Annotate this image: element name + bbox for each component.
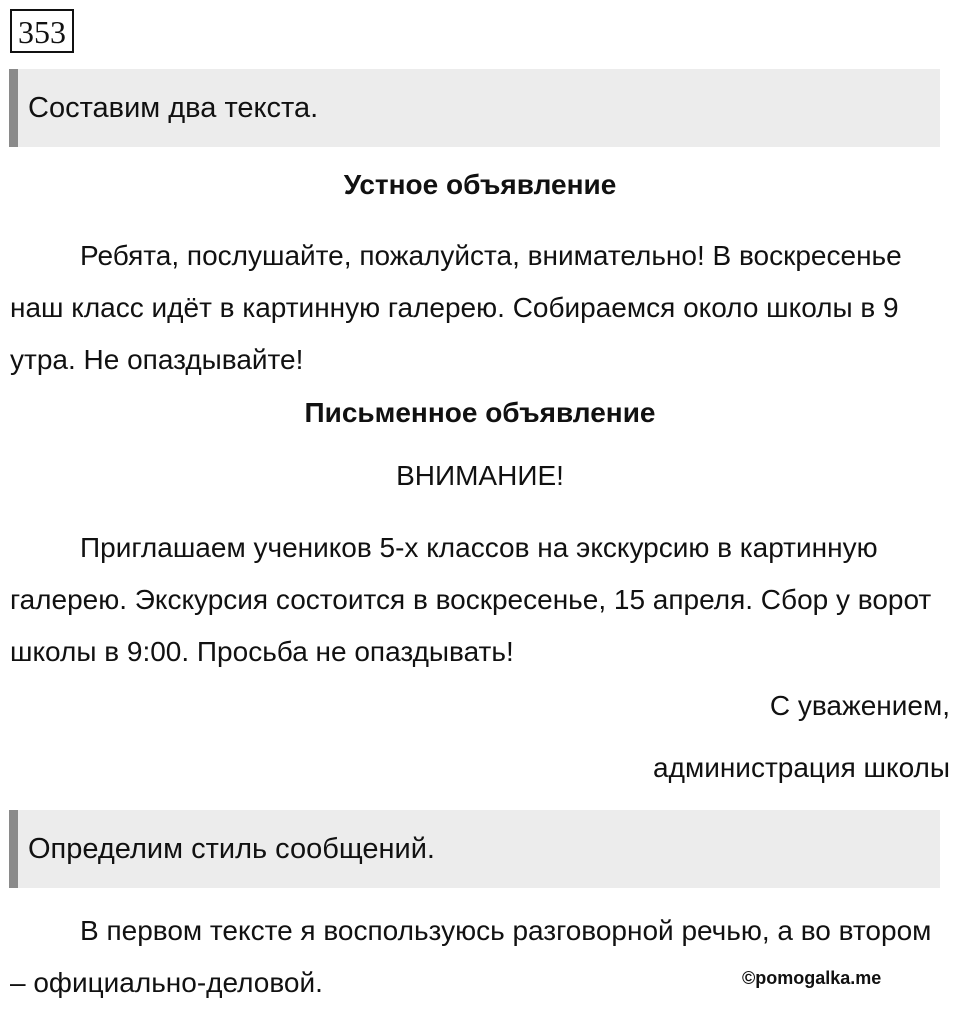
style-bar: Определим стиль сообщений. — [9, 810, 940, 888]
watermark: ©pomogalka.me — [742, 968, 882, 988]
oral-text: Ребята, послушайте, пожалуйста, внимательно! В воскресенье наш класс идёт в картинную галерею. Собираемся около школы в 9 утра. Не опаздывайте! — [10, 240, 902, 375]
written-text: Приглашаем учеников 5-х классов на экскурсию в картинную галерею. Экскурсия состоится в воскресенье, 15 апреля. Сбор у ворот школы в 9:00. Просьба не опаздывать! — [10, 532, 932, 667]
attention-text: ВНИМАНИЕ! — [396, 460, 564, 491]
signature-text: администрация школы — [653, 752, 950, 783]
oral-heading: Устное объявление — [343, 169, 617, 200]
exercise-number: 353 — [10, 9, 74, 53]
intro-bar: Составим два текста. — [9, 69, 940, 147]
closing-text: С уважением, — [769, 690, 950, 721]
written-heading: Письменное объявление — [304, 397, 656, 428]
conclusion-text: В первом тексте я воспользуюсь разговорной речью, а во втором – официально-деловой. — [10, 915, 932, 998]
